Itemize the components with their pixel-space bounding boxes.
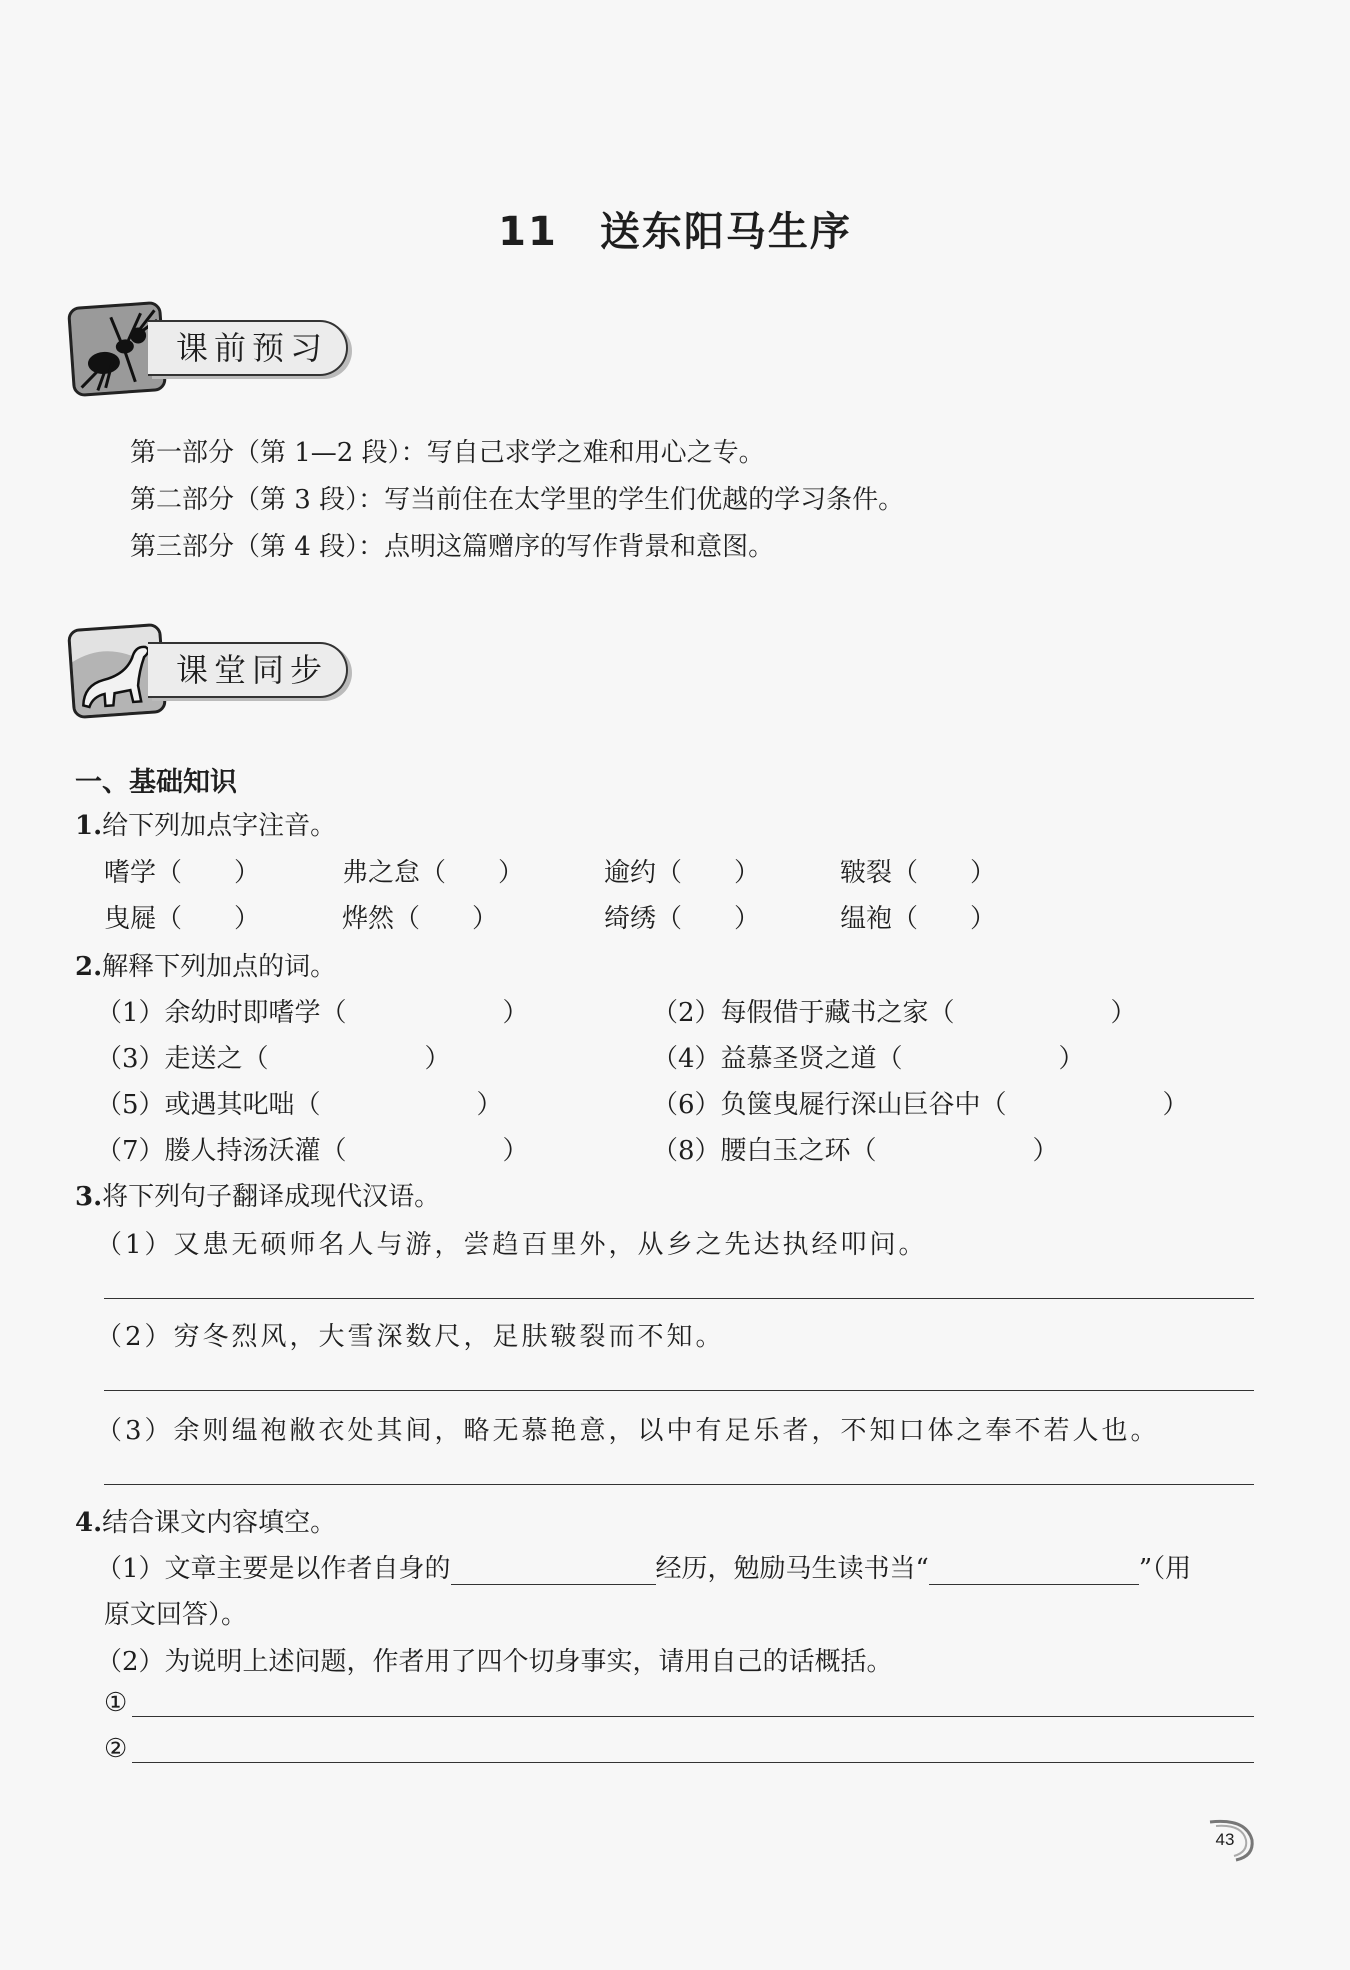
q4-part1 [96,1548,1191,1585]
page-number-text: 43 [1215,1830,1235,1849]
q2-item: （5）或遇其叱咄（ ） [96,1090,503,1120]
q4-part2: （2）为说明上述问题，作者用了四个切身事实，请用自己的话概括。 [96,1647,893,1677]
q3-prompt [75,1176,440,1213]
q1-number: 1. [75,811,103,841]
q1-item: 曳屣（ ） [104,904,261,934]
preview-line-2: 第二部分（第 3 段）：写当前住在太学里的学生们优越的学习条件。 [130,485,905,515]
section-heading: 一、基础知识 [75,767,237,798]
answer-line[interactable] [104,1390,1254,1391]
q4-prompt [75,1502,336,1539]
q3-text: 将下列句子翻译成现代汉语。 [102,1182,441,1212]
q1-item: 皲裂（ ） [840,858,997,888]
classroom-banner-label: 课堂同步 [148,642,348,698]
answer-line[interactable] [132,1716,1254,1717]
q4-part1-b: 经历，勉励马生读书当“ [655,1554,929,1584]
q2-item: （8）腰白玉之环（ ） [652,1136,1059,1166]
lesson-name: 送东阳马生序 [599,209,852,255]
fill-blank[interactable] [929,1560,1139,1585]
q3-number: 3. [75,1182,103,1212]
q4-part1-c: ”（用 [1138,1554,1192,1584]
lesson-number: 11 [498,209,558,255]
q4-text: 结合课文内容填空。 [102,1508,337,1538]
q1-prompt [75,805,336,842]
preview-banner-label: 课前预习 [148,320,348,376]
q4-part1-a: （1）文章主要是以作者自身的 [96,1554,451,1584]
q4-part1-cont: 原文回答）。 [104,1600,248,1630]
q1-item: 绮绣（ ） [604,904,761,934]
lesson-title [0,200,1350,257]
page-number [1200,1820,1250,1860]
q1-item: 烨然（ ） [342,904,499,934]
answer-line[interactable] [104,1298,1254,1299]
q1-item: 逾约（ ） [604,858,761,888]
q4-number: 4. [75,1508,103,1538]
answer-line[interactable] [132,1762,1254,1763]
q4-marker: ① [104,1688,128,1718]
q2-number: 2. [75,952,103,982]
q2-text: 解释下列加点的词。 [102,952,337,982]
q2-item: （6）负箧曳屣行深山巨谷中（ ） [652,1090,1189,1120]
q3-sentence: （1）又患无硕师名人与游，尝趋百里外，从乡之先达执经叩问。 [96,1230,928,1260]
q2-item: （7）媵人持汤沃灌（ ） [96,1136,529,1166]
preview-line-3: 第三部分（第 4 段）：点明这篇赠序的写作背景和意图。 [130,532,775,562]
q2-prompt [75,946,336,983]
preview-line-1: 第一部分（第 1—2 段）：写自己求学之难和用心之专。 [130,438,765,468]
q2-item: （4）益慕圣贤之道（ ） [652,1044,1085,1074]
answer-line[interactable] [104,1484,1254,1485]
q1-text: 给下列加点字注音。 [102,811,337,841]
q3-sentence: （3）余则缊袍敝衣处其间，略无慕艳意，以中有足乐者，不知口体之奉不若人也。 [96,1416,1160,1446]
q1-item: 缊袍（ ） [840,904,997,934]
q1-item: 弗之怠（ ） [342,858,525,888]
q2-item: （3）走送之（ ） [96,1044,451,1074]
q2-item: （1）余幼时即嗜学（ ） [96,998,529,1028]
q1-item: 嗜学（ ） [104,858,261,888]
fill-blank[interactable] [451,1560,656,1585]
q3-sentence: （2）穷冬烈风，大雪深数尺，足肤皲裂而不知。 [96,1322,725,1352]
q4-marker: ② [104,1734,128,1764]
q2-item: （2）每假借于藏书之家（ ） [652,998,1137,1028]
